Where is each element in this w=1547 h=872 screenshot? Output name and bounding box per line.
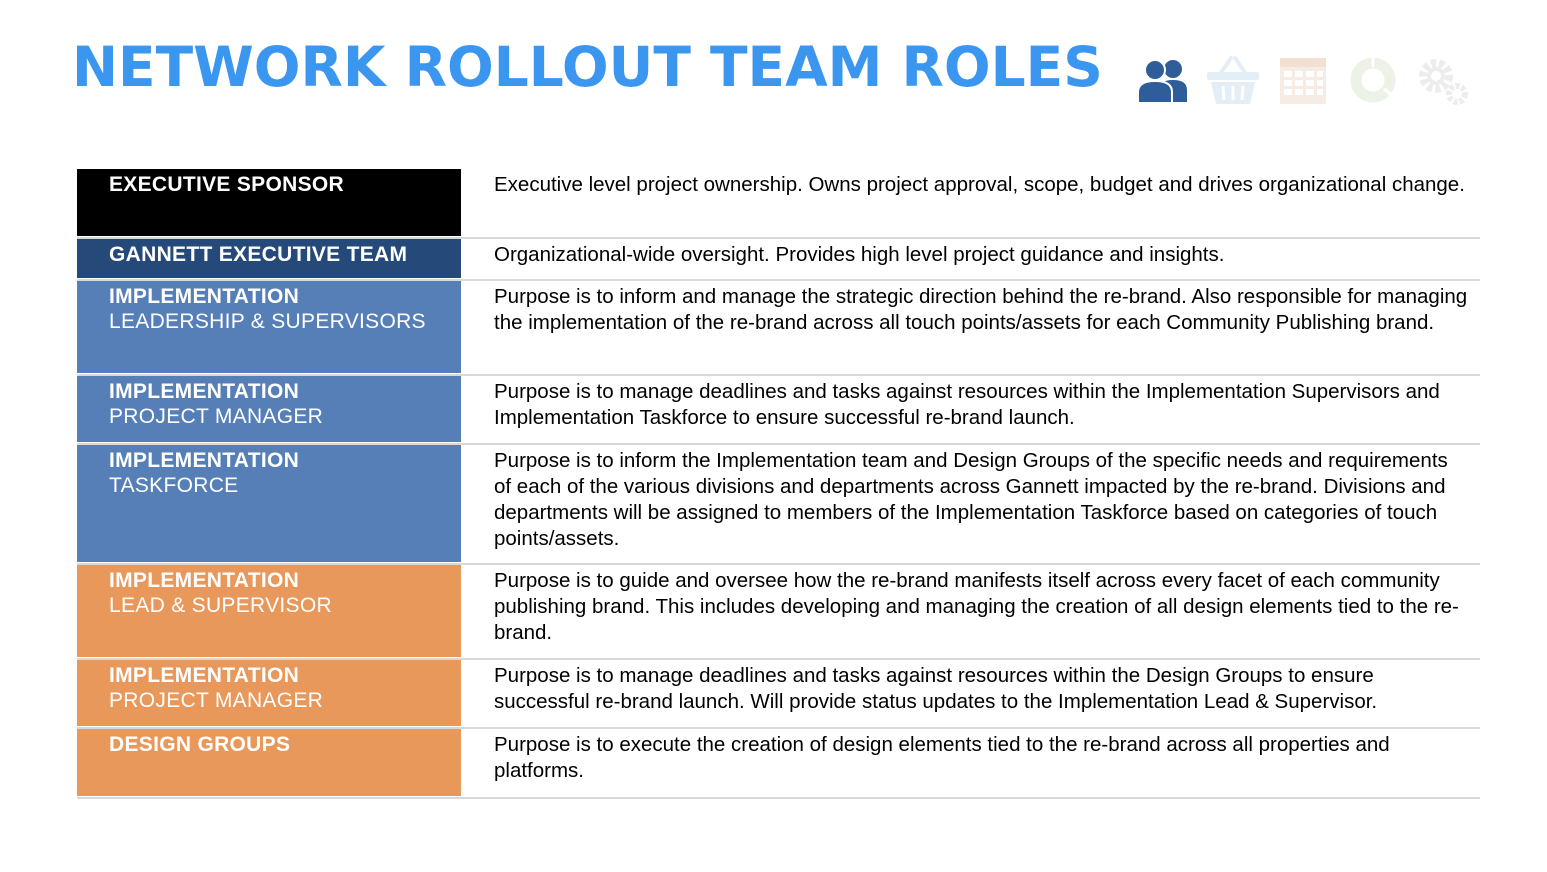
role-title: GANNETT EXECUTIVE TEAM <box>109 243 408 266</box>
role-subtitle: LEADERSHIP & SUPERVISORS <box>109 310 426 333</box>
role-subtitle: PROJECT MANAGER <box>109 405 324 428</box>
role-label-cell <box>77 239 461 279</box>
role-title: IMPLEMENTATION <box>109 449 300 472</box>
page-title: NETWORK ROLLOUT TEAM ROLES <box>72 35 1103 99</box>
role-title: IMPLEMENTATION <box>109 569 300 592</box>
role-subtitle: LEAD & SUPERVISOR <box>109 594 332 617</box>
role-row <box>77 281 1480 376</box>
role-row <box>77 239 1480 281</box>
role-row <box>77 660 1480 729</box>
role-title: IMPLEMENTATION <box>109 664 300 687</box>
gears-icon <box>1414 52 1472 108</box>
roles-table <box>77 169 1480 799</box>
role-description: Purpose is to manage deadlines and tasks against resources within the Design Groups to ensure successful re-brand launch. Will provide status updates to the Implementation Lead & Supervisor. <box>494 664 1378 713</box>
role-row <box>77 445 1480 565</box>
role-description: Purpose is to execute the creation of design elements tied to the re-brand across all properties and platforms. <box>494 733 1390 782</box>
role-subtitle: TASKFORCE <box>109 474 239 497</box>
role-description: Purpose is to guide and oversee how the re-brand manifests itself across every facet of each community publishing brand. This includes developing and managing the creation of all design elements tied to the re-brand. <box>494 569 1459 644</box>
role-subtitle: PROJECT MANAGER <box>109 689 324 712</box>
role-label-cell <box>77 729 461 797</box>
role-label-cell <box>77 565 461 658</box>
role-description: Executive level project ownership. Owns project approval, scope, budget and drives organizational change. <box>494 173 1465 196</box>
role-row <box>77 729 1480 799</box>
role-row <box>77 169 1480 239</box>
role-row <box>77 565 1480 660</box>
team-icon <box>1134 52 1192 108</box>
icon-row <box>1134 52 1484 108</box>
role-description: Purpose is to inform the Implementation team and Design Groups of the specific needs and requirements of each of the various divisions and departments across Gannett impacted by the re-brand. Divisions and departments will be assigned to members of the Implementation Taskforce based on categories of touch points/assets. <box>494 449 1448 550</box>
donut-chart-icon <box>1344 52 1402 108</box>
role-label-cell <box>77 169 461 237</box>
role-title: DESIGN GROUPS <box>109 733 291 756</box>
role-title: IMPLEMENTATION <box>109 380 300 403</box>
role-label-cell <box>77 445 461 563</box>
role-row <box>77 376 1480 445</box>
calendar-icon <box>1274 52 1332 108</box>
role-label-cell <box>77 376 461 443</box>
role-title: IMPLEMENTATION <box>109 285 300 308</box>
role-label-cell <box>77 281 461 374</box>
role-description: Organizational-wide oversight. Provides high level project guidance and insights. <box>494 243 1225 266</box>
role-title: EXECUTIVE SPONSOR <box>109 173 344 196</box>
basket-icon <box>1204 52 1262 108</box>
role-description: Purpose is to manage deadlines and tasks against resources within the Implementation Supervisors and Implementation Taskforce to ensure successful re-brand launch. <box>494 380 1440 429</box>
role-description: Purpose is to inform and manage the strategic direction behind the re-brand. Also responsible for managing the implementation of the re-brand across all touch points/assets for each Community Publishing brand. <box>494 285 1468 334</box>
role-label-cell <box>77 660 461 727</box>
